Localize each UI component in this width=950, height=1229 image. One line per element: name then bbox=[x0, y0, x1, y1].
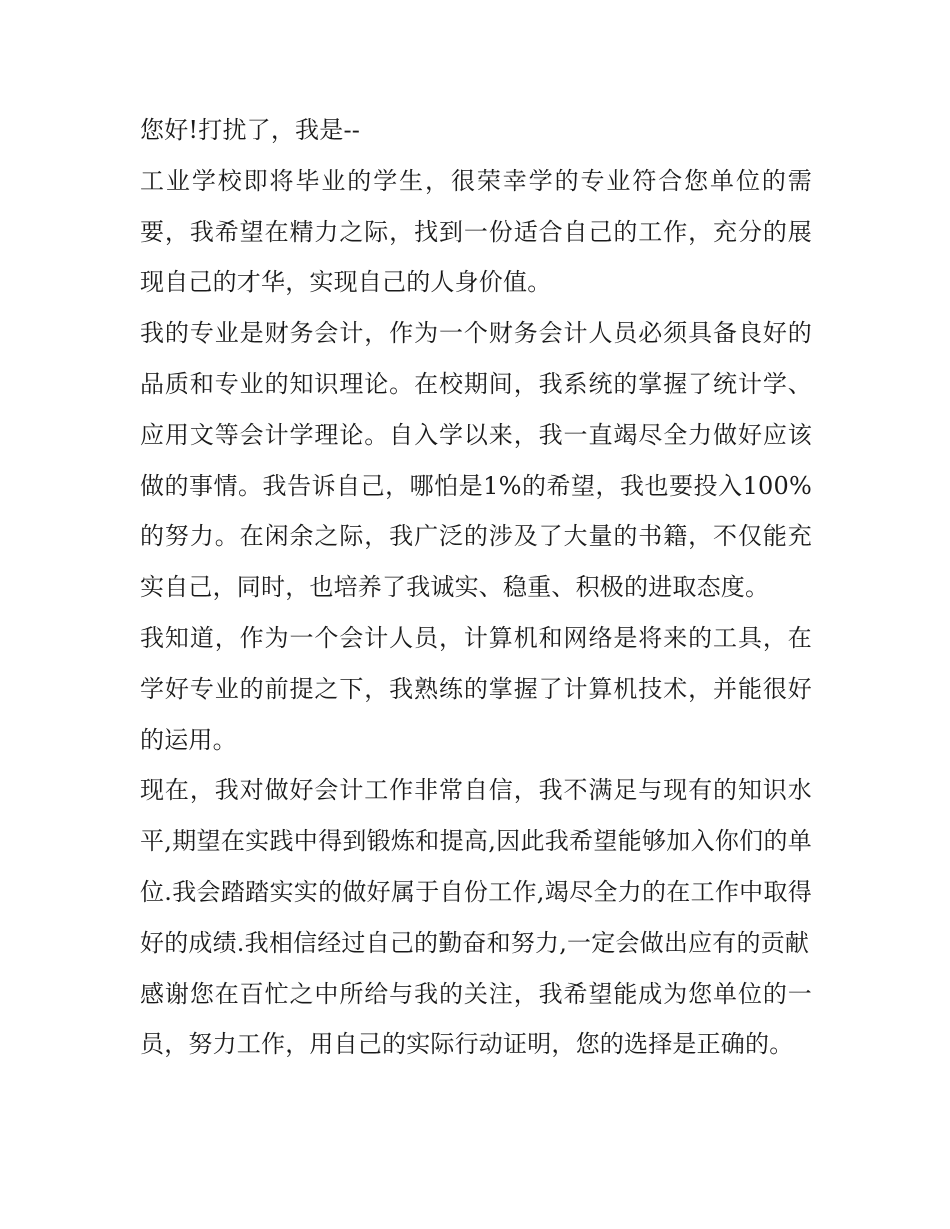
letter-body bbox=[140, 105, 812, 1070]
confidence-paragraph: 现在，我对做好会计工作非常自信，我不满足与现有的知识水平,期望在实践中得到锻炼和提高,因此我希望能够加入你们的单位.我会踏踏实实的做好属于自份工作,竭尽全力的在工作中取得好的成绩.我相信经过自己的勤奋和努力,一定会做出应有的贡献 bbox=[140, 776, 812, 957]
computer-skills-paragraph: 我知道，作为一个会计人员，计算机和网络是将来的工具，在学好专业的前提之下，我熟练的掌握了计算机技术，并能很好的运用。 bbox=[140, 623, 812, 754]
closing-paragraph: 感谢您在百忙之中所给与我的关注，我希望能成为您单位的一员，努力工作，用自己的实际行动证明，您的选择是正确的。 bbox=[140, 979, 812, 1059]
intro-paragraph: 工业学校即将毕业的学生，很荣幸学的专业符合您单位的需要，我希望在精力之际，找到一份适合自己的工作，充分的展现自己的才华，实现自己的人身价值。 bbox=[140, 166, 812, 297]
major-paragraph: 我的专业是财务会计，作为一个财务会计人员必须具备良好的品质和专业的知识理论。在校期间，我系统的掌握了统计学、应用文等会计学理论。自入学以来，我一直竭尽全力做好应该做的事情。我告诉自己，哪怕是1%的希望，我也要投入100%的努力。在闲余之际，我广泛的涉及了大量的书籍，不仅能充实自己，同时，也培养了我诚实、稳重、积极的进取态度。 bbox=[140, 319, 812, 602]
greeting-paragraph: 您好!打扰了，我是-- bbox=[140, 116, 361, 144]
